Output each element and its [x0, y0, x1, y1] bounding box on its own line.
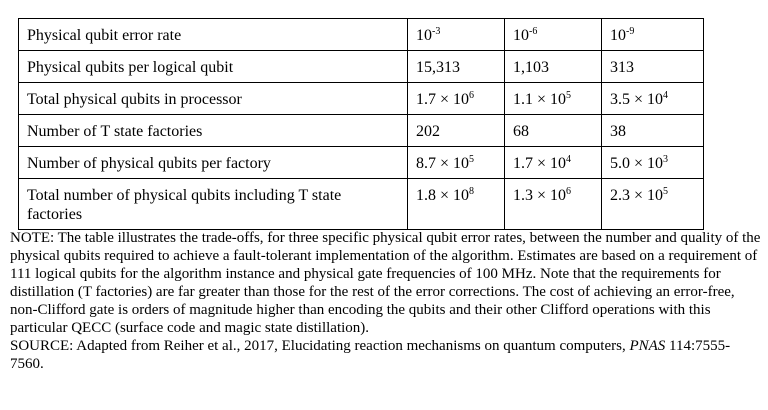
cell-exponent: 6	[566, 186, 572, 197]
cell-base: 1.8 × 10	[416, 187, 470, 204]
note-paragraph: NOTE: The table illustrates the trade-offs, for three specific physical qubit error rates, between the number and quality of the physical qubits required to achieve a fault-tolerant implementation of the algorithm. Estimates are based on a requirement of 111 logical qubits for the algorithm instance and physical gate frequencies of 100 MHz. Note that the requirements for distillation (T factories) are far greater than those for the rest of the error corrections. The cost of achieving an error-free, non-Clifford gate is orders of magnitude higher than encoding the qubits and their other Clifford operations with this particular QECC (surface code and magic state distillation).	[10, 230, 761, 336]
cell-base: 1,103	[513, 59, 549, 76]
cell-base: 1.3 × 10	[513, 187, 567, 204]
table-cell	[505, 83, 602, 115]
cell-exponent: -3	[432, 26, 441, 37]
cell-base: 10	[513, 27, 529, 44]
table-cell	[602, 179, 704, 230]
table-cell	[602, 147, 704, 179]
cell-base: 3.5 × 10	[610, 91, 664, 108]
cell-base: 202	[416, 123, 440, 140]
cell-exponent: -9	[626, 26, 635, 37]
cell-exponent: 5	[566, 90, 572, 101]
table-cell	[602, 51, 704, 83]
cell-base: 1.7 × 10	[513, 155, 567, 172]
table-cell	[505, 51, 602, 83]
table-row	[19, 179, 704, 230]
table-row	[19, 83, 704, 115]
table-body	[19, 19, 704, 230]
row-label: Total physical qubits in processor	[19, 83, 408, 115]
cell-exponent: 5	[663, 186, 669, 197]
cell-exponent: 5	[469, 154, 475, 165]
cell-exponent: 6	[469, 90, 475, 101]
row-label: Number of physical qubits per factory	[19, 147, 408, 179]
table-cell	[505, 19, 602, 51]
table-cell	[505, 147, 602, 179]
table-cell	[408, 115, 505, 147]
cell-base: 38	[610, 123, 626, 140]
row-label: Total number of physical qubits including T state factories	[19, 179, 408, 230]
cell-base: 1.7 × 10	[416, 91, 470, 108]
cell-base: 313	[610, 59, 634, 76]
table-cell	[505, 115, 602, 147]
table-cell	[505, 179, 602, 230]
table-row	[19, 51, 704, 83]
cell-base: 10	[416, 27, 432, 44]
table-notes	[10, 229, 762, 373]
cell-base: 8.7 × 10	[416, 155, 470, 172]
table-cell	[408, 51, 505, 83]
table-row	[19, 115, 704, 147]
table-cell	[408, 179, 505, 230]
source-citation	[10, 337, 762, 373]
cell-exponent: 4	[663, 90, 669, 101]
source-suffix: 114:7555-7560.	[10, 338, 731, 372]
table-cell	[602, 83, 704, 115]
table-row	[19, 19, 704, 51]
cell-exponent: 8	[469, 186, 475, 197]
table-row	[19, 147, 704, 179]
cell-exponent: -6	[529, 26, 538, 37]
source-journal: PNAS	[629, 338, 666, 354]
cell-base: 15,313	[416, 59, 460, 76]
table-cell	[408, 147, 505, 179]
cell-base: 68	[513, 123, 529, 140]
source-prefix: SOURCE: Adapted from Reiher et al., 2017, Elucidating reaction mechanisms on quantum computers,	[10, 338, 630, 354]
qubit-requirements-table	[18, 18, 704, 230]
row-label: Physical qubits per logical qubit	[19, 51, 408, 83]
cell-base: 1.1 × 10	[513, 91, 567, 108]
table-cell	[602, 115, 704, 147]
cell-base: 2.3 × 10	[610, 187, 664, 204]
table-cell	[408, 83, 505, 115]
cell-exponent: 3	[663, 154, 669, 165]
cell-base: 10	[610, 27, 626, 44]
row-label: Physical qubit error rate	[19, 19, 408, 51]
row-label: Number of T state factories	[19, 115, 408, 147]
table-cell	[408, 19, 505, 51]
cell-exponent: 4	[566, 154, 572, 165]
cell-base: 5.0 × 10	[610, 155, 664, 172]
table-cell	[602, 19, 704, 51]
